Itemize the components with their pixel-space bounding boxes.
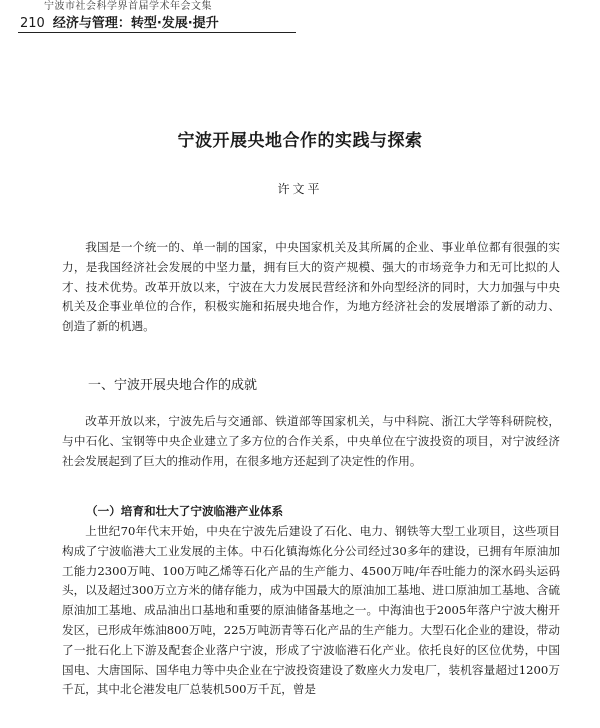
intro-paragraph: 我国是一个统一的、单一制的国家，中央国家机关及其所属的企业、事业单位都有很强的实力，是我国经济社会发展的中坚力量，拥有巨大的资产规模、强大的市场竞争力和无可比拟的人才、技术优势。改革开放以来，宁波在大力发展民营经济和外向型经济的同时，大力加强与中央机关及企事业单位的合作，积极实施和拓展央地合作，为地方经济社会的发展增添了新的动力、创造了新的机遇。 [62,240,560,334]
section-paragraph: 改革开放以来，宁波先后与交通部、铁道部等国家机关，与中科院、浙江大学等科研院校，与中石化、宝钢等中央企业建立了多方位的合作关系，中央单位在宁波投资的项目，对宁波经济社会发展起到了巨大的推动作用，在很多地方还起到了决定性的作用。 [62,414,560,468]
header-rule [18,32,296,33]
book-title: 经济与管理：转型·发展·提升 [52,16,219,31]
subsection-paragraph: 上世纪70年代末开始，中央在宁波先后建设了石化、电力、钢铁等大型工业项目，这些项目构成了宁波临港大工业发展的主体。中石化镇海炼化分公司经过30多年的建设，已拥有年原油加工能力2300万吨、100万吨乙烯等石化产品的生产能力、4500万吨/年吞吐能力的深水码头运码头，以及超过300万立方米的储存能力，成为中国最大的原油加工基地、进口原油加工基地、含硫原油加工基地、成品油出口基地和重要的原油储备基地之一。中海油也于2005年落户宁波大榭开发区，已形成年炼油800万吨，225万吨沥青等石化产品的生产能力。大型石化企业的建设，带动了一批石化上下游及配套企业落户宁波，形成了宁波临港石化产业。依托良好的区位优势，中国国电、大唐国际、国华电力等中央企业在宁波投资建设了数座火力发电厂，装机容量超过1200万千瓦，其中北仑港发电厂总装机500万千瓦，曾是 [62,524,560,697]
section-heading: 一、宁波开展央地合作的成就 [88,378,258,393]
subsection-heading: （一）培育和壮大了宁波临港产业体系 [86,504,284,518]
running-head: 宁波市社会科学界首届学术年会文集 [44,1,212,12]
page-number: 210 [20,16,45,31]
article-title: 宁波开展央地合作的实践与探索 [177,131,423,151]
page-header [20,12,219,31]
article-author: 许文平 [277,182,323,196]
